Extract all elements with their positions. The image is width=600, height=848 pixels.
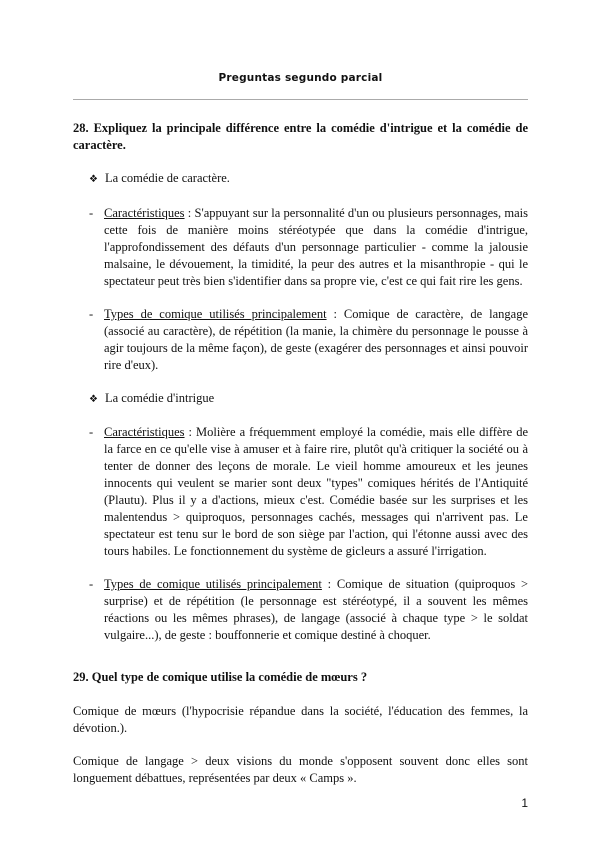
- diamond-bullet-icon: ❖: [89, 174, 98, 185]
- list-item: - Types de comique utilisés principalement : Comique de caractère, de langage (associé au caractère), de répétition (la manie, la chimère du personnage le pousse à agir toujours de la même façon), de geste (exagérer des personnages et ainsi pouvoir rire d'eux).: [89, 307, 529, 372]
- bullet-label: La comédie d'intrigue: [105, 391, 215, 405]
- answer-paragraph: Comique de mœurs (l'hypocrisie répandue dans la société, l'éducation des femmes, la dévotion.).: [73, 704, 528, 735]
- item-label: Caractéristiques: [104, 206, 185, 220]
- list-item: - Caractéristiques : Molière a fréquemment employé la comédie, mais elle diffère de la farce en ce qu'elle vise à amuser et à faire rire, plutôt qu'à critiquer la société ou à tenter de donner des leçons de morale. Le vieil homme amoureux et les jeunes innocents qui veulent se marier sont deux "types" comiques hérités de l'Antiquité (Plautu). Plus il y a d'actions, mieux c'est. Comédie basée sur les surprises et les malentendus > quiproquos, personnages cachés, messages qui n'arrivent pas. Le spectateur est tenu sur le bord de son siège par l'action, qui l'étonne aussi avec des tours habiles. Le fonctionnement du système de gicleurs a assuré l'irrigation.: [89, 425, 528, 558]
- item-text: : Comique de situation (quiproquos > surprise) et de répétition (le personnage est stéréotypé, il a souvent les mêmes réactions ou les mêmes phrases), de langage (associé à chaque type > le soldat vulgaire...), de geste : bouffonnerie et comique destiné à choquer.: [104, 577, 529, 642]
- list-item: - Caractéristiques : S'appuyant sur la personnalité d'un ou plusieurs personnages, mais cette fois de manière moins stéréotypée que dans la comédie d'intrigue, l'approfondissement des défauts d'un personnage particulier - comme la jalousie malsaine, le dévouement, la timidité, la peur des autres et la misanthropie - qui le spectateur peut très bien s'identifier dans sa propre vie, c'est ce qui fait rire les gens.: [89, 206, 528, 288]
- list-item: - Types de comique utilisés principalement : Comique de situation (quiproquos > surprise) et de répétition (le personnage est stéréotypé, il a souvent les mêmes réactions ou les mêmes phrases), de langage (associé à chaque type > le soldat vulgaire...), de geste : bouffonnerie et comique destiné à choquer.: [89, 577, 529, 642]
- bullet-comedie-intrigue: [73, 390, 528, 408]
- bullet-label: La comédie de caractère.: [105, 171, 230, 185]
- item-label: Types de comique utilisés principalement: [104, 307, 327, 321]
- bullet-comedie-caractere: [73, 170, 528, 188]
- question-29: 29. Quel type de comique utilise la comédie de mœurs ?: [73, 670, 368, 684]
- page-content: [73, 120, 528, 787]
- page-number: 1: [521, 796, 528, 810]
- item-text: : Molière a fréquemment employé la comédie, mais elle diffère de la farce en ce qu'elle vise à amuser et à faire rire, plutôt qu'à critiquer la société ou à tenter de donner des leçons de morale. Le vieil homme amoureux et les jeunes innocents qui veulent se marier sont deux "types" comiques hérités de l'Antiquité (Plautu). Plus il y a d'actions, mieux c'est. Comédie basée sur les surprises et les malentendus > quiproquos, personnages cachés, messages qui n'arrivent pas. Le spectateur est tenu sur le bord de son siège par l'action, qui l'étonne aussi avec des tours habiles. Le fonctionnement du système de gicleurs a assuré l'irrigation.: [104, 425, 528, 558]
- page-header-title: Preguntas segundo parcial: [218, 72, 383, 84]
- answer-paragraph: Comique de langage > deux visions du monde s'opposent souvent donc elles sont longuement débattues, représentées par deux « Camps ».: [73, 754, 528, 785]
- item-label: Types de comique utilisés principalement: [104, 577, 322, 591]
- item-text: : Comique de caractère, de langage (associé au caractère), de répétition (la manie, la chimère du personnage le pousse à agir toujours de la même façon), de geste (exagérer des personnages et ainsi pouvoir rire d'eux).: [104, 307, 529, 372]
- question-28: 28. Expliquez la principale différence entre la comédie d'intrigue et la comédie de caractère.: [73, 121, 528, 152]
- item-label: Caractéristiques: [104, 425, 185, 439]
- header-divider: [73, 99, 528, 100]
- diamond-bullet-icon: ❖: [89, 394, 98, 405]
- item-text: : S'appuyant sur la personnalité d'un ou plusieurs personnages, mais cette fois de manière moins stéréotypée que dans la comédie d'intrigue, l'approfondissement des défauts d'un personnage particulier - comme la jalousie malsaine, le dévouement, la timidité, la peur des autres et la misanthropie - qui le spectateur peut très bien s'identifier dans sa propre vie, c'est ce qui fait rire les gens.: [104, 206, 528, 288]
